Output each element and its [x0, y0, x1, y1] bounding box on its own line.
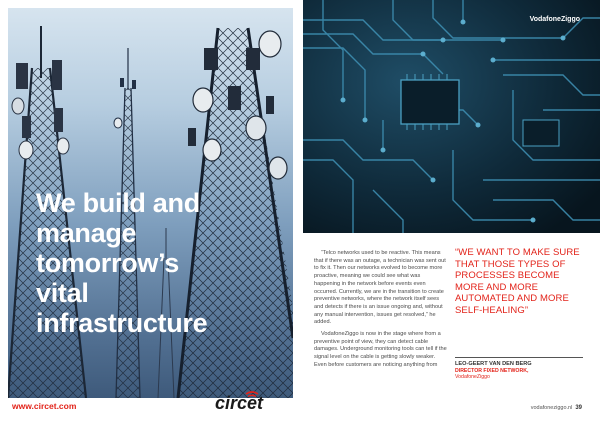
- right-page: [303, 0, 600, 424]
- logo-text: circet: [215, 393, 264, 412]
- headline-line: manage: [36, 218, 137, 248]
- website-link[interactable]: www.circet.com: [12, 401, 77, 411]
- attribution-name: LEO-GEERT VAN DEN BERG: [455, 361, 532, 367]
- headline: [36, 188, 276, 338]
- circuit-board-photo: [303, 0, 600, 233]
- left-page: [0, 0, 295, 424]
- page-footer: [531, 405, 582, 411]
- circet-logo: [212, 390, 292, 412]
- footer-site[interactable]: vodafoneziggo.nl: [530, 405, 573, 411]
- headline-line: We build and: [36, 188, 200, 218]
- attribution-role: DIRECTOR FIXED NETWORK,: [455, 368, 529, 374]
- body-paragraph: “Telco networks used to be reactive. This means that if there was an outage, a technician was sent out to fix it. Then our networks evolved to become more proactive, meaning we could see what was happening in the network before events even occurred. Currently, we are in the transition to create preventive networks, where the network itself sees and detects if there is an issue ongoing and, without any manual intervention, issues get resolved,” he added.: [314, 250, 446, 326]
- headline-line: infrastructure: [36, 308, 208, 338]
- article-body: [314, 250, 447, 374]
- brand-tag: VodafoneZiggo: [529, 16, 580, 23]
- body-paragraph: VodafoneZiggo is now in the stage where from a preventive point of view, they can detect cable damages. Underground monitoring tools can tell if the signal level on the cable is getting slowly weaker. Even before customers are noticing anything from: [314, 331, 447, 368]
- headline-line: vital: [36, 278, 89, 308]
- page-number: 39: [575, 405, 582, 411]
- quote-divider: [455, 357, 583, 358]
- pull-quote: “WE WANT TO MAKE SURE THAT THOSE TYPES OF PROCESSES BECOME MORE AND MORE AUTOMATED AND MORE SELF-HEALING”: [455, 247, 580, 316]
- headline-line: tomorrow’s: [36, 248, 180, 278]
- attribution-company: VodafoneZiggo: [455, 374, 490, 380]
